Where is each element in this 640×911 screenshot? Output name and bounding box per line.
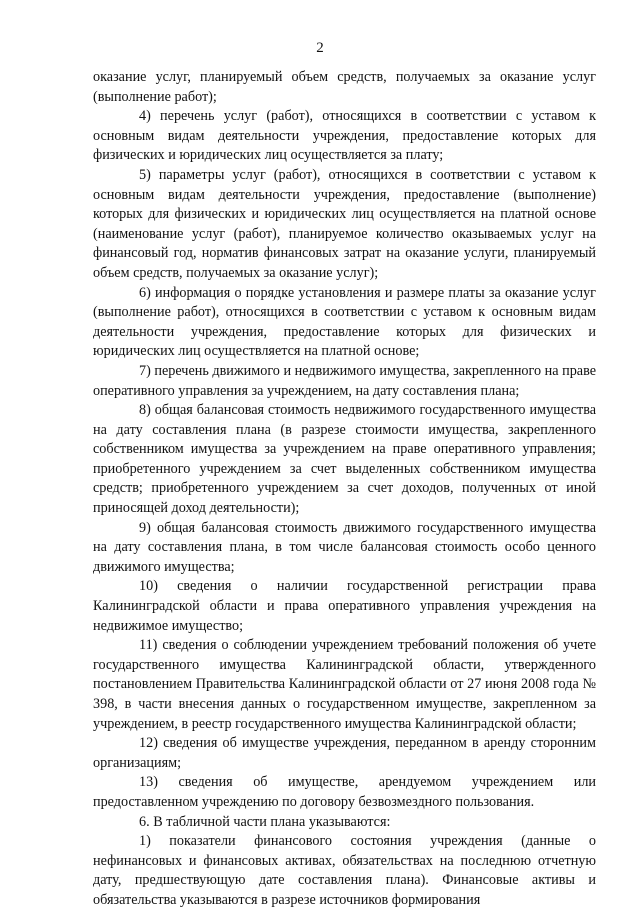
paragraph: 1) показатели финансового состояния учреждения (данные о нефинансовых и финансовых активах, обязательствах на последнюю отчетную дату, предшествующую дате составления плана). Финансовые активы и обязательства указываются в разрезе источников формирования xyxy=(93,833,596,908)
paragraph: 9) общая балансовая стоимость движимого государственного имущества на дату составления плана, в том числе балансовая стоимость особо ценного движимого имущества; xyxy=(93,519,596,575)
paragraph: 4) перечень услуг (работ), относящихся в соответствии с уставом к основным видам деятельности учреждения, предоставление которых для физических и юридических лиц осуществляется за плату; xyxy=(93,108,596,164)
paragraph: 6. В табличной части плана указываются: xyxy=(139,813,391,830)
paragraph: 5) параметры услуг (работ), относящихся в соответствии с уставом к основным видам деятельности учреждения, предоставление (выполнение) которых для физических и юридических лиц осуществляется на платной основе (наименование услуг (работ), планируемое количество оказываемых услуг на финансовый год, норматив финансовых затрат на оказание услуги, планируемый объем средств, получаемых за оказание услуг); xyxy=(93,166,596,281)
paragraph: 11) сведения о соблюдении учреждением требований положения об учете государственного имущества Калининградской области, утвержденного постановлением Правительства Калининградской области от 27 июня 2008 года № 398, в части внесения данных о государственном имуществе, закрепленном за учреждением, в реестр государственного имущества Калининградской области; xyxy=(93,637,596,732)
paragraph: 10) сведения о наличии государственной регистрации права Калининградской области и права оперативного управления учреждения на недвижимое имущество; xyxy=(93,578,596,634)
paragraph: 6) информация о порядке установления и размере платы за оказание услуг (выполнение работ), относящихся в соответствии с уставом к основным видам деятельности учреждения, предоставление которых для физических и юридических лиц осуществляется на платной основе; xyxy=(93,284,596,360)
paragraph: 12) сведения об имуществе учреждения, переданном в аренду сторонним организациям; xyxy=(93,735,596,771)
paragraph: оказание услуг, планируемый объем средств, получаемых за оказание услуг (выполнение работ); xyxy=(93,69,596,105)
paragraph: 7) перечень движимого и недвижимого имущества, закрепленного на праве оперативного управления за учреждением, на дату составления плана; xyxy=(93,362,596,399)
paragraph: 8) общая балансовая стоимость недвижимого государственного имущества на дату составления плана (в разрезе стоимости имущества, закрепленного собственником имущества за учреждением на праве оперативного управления; приобретенного учреждением за счет выделенных собственником имущества средств; приобретенного учреждением за счет доходов, полученных от иной приносящей доход деятельности); xyxy=(93,402,596,517)
page-number: 2 xyxy=(316,40,324,56)
body-text xyxy=(93,68,596,911)
paragraph: 13) сведения об имуществе, арендуемом учреждением или предоставленном учреждению по договору безвозмездного пользования. xyxy=(93,774,596,810)
